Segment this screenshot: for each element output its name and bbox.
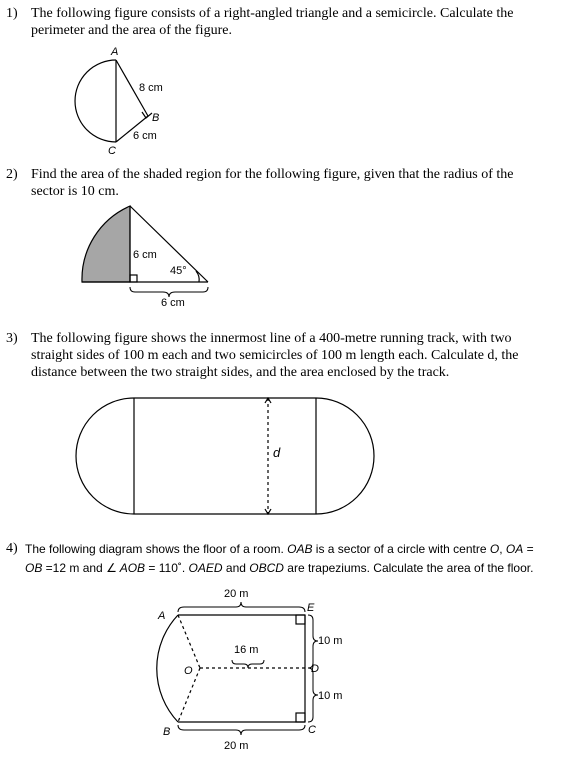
text-run: O [489, 542, 500, 556]
label-10m-upper: 10 m [318, 635, 343, 647]
question-line: perimeter and the area of the figure. [31, 23, 232, 38]
right-upper-brace [308, 615, 318, 668]
question-line: sector is 10 cm. [31, 184, 119, 199]
figure-3 [76, 398, 374, 514]
label-6cm-base: 6 cm [161, 297, 185, 309]
text-run: are trapeziums. Calculate the area of the floor. [283, 561, 534, 575]
right-angle-marker-C [296, 713, 305, 722]
right-angle-marker-E [296, 615, 305, 624]
label-A: A [158, 610, 166, 622]
text-run: OBCD [249, 561, 284, 575]
label-20m-top: 20 m [224, 588, 249, 600]
arrow-bottom [265, 509, 271, 514]
base-brace [130, 287, 208, 297]
track-outline [76, 398, 374, 514]
label-8cm: 8 cm [139, 82, 163, 94]
label-C: C [108, 145, 116, 157]
text-run: OA [505, 542, 524, 556]
question-line: Find the area of the shaded region for the following figure, given that the radius of the [31, 167, 514, 182]
question-number: 1) [6, 6, 18, 21]
right-angle-marker [130, 275, 137, 282]
label-angle-45: 45° [170, 265, 187, 277]
text-run: is a sector of a circle with centre [312, 542, 490, 556]
sector-arc [157, 615, 178, 722]
label-10m-lower: 10 m [318, 690, 343, 702]
dashed-OA [178, 615, 200, 668]
label-B: B [152, 112, 160, 124]
triangle-hypotenuse [130, 206, 208, 282]
middle-brace [232, 660, 264, 668]
question-number: 4) [6, 541, 18, 556]
figure-4 [157, 602, 318, 735]
text-run: OB [25, 561, 43, 575]
text-run: OAED [188, 561, 223, 575]
question-number: 2) [6, 167, 18, 182]
top-brace [178, 602, 305, 612]
bottom-brace [178, 725, 305, 735]
label-B: B [163, 726, 171, 738]
dashed-lines [178, 615, 305, 722]
text-run: = [523, 542, 534, 556]
question-line: straight sides of 100 m each and two semicircles of 100 m length each. Calculate d, the [31, 348, 519, 363]
text-run: = 110˚. [145, 561, 189, 575]
text-run: The following diagram shows the floor of a room. [25, 542, 288, 556]
text-run: OAB [287, 542, 313, 556]
question-line: distance between the two straight sides, and the area enclosed by the track. [31, 365, 450, 380]
label-6cm-vertical: 6 cm [133, 249, 157, 261]
shaded-region [82, 206, 130, 282]
label-A: A [111, 46, 119, 58]
text-run: and [222, 561, 250, 575]
label-E: E [307, 602, 315, 614]
question-line: The following figure shows the innermost line of a 400-metre running track, with two [31, 331, 512, 346]
label-d: d [273, 445, 281, 460]
label-6cm: 6 cm [133, 130, 157, 142]
label-D: D [311, 663, 319, 675]
label-C: C [308, 724, 316, 736]
question-line: The following figure consists of a right-angled triangle and a semicircle. Calculate the [31, 6, 514, 21]
label-O: O [184, 665, 193, 677]
text-run: ∠ AOB [106, 561, 146, 575]
text-run: , [499, 542, 506, 556]
right-lower-brace [308, 668, 318, 722]
text-run: =12 m and [42, 561, 107, 575]
label-20m-bottom: 20 m [224, 740, 249, 752]
label-16m: 16 m [234, 644, 259, 656]
question-number: 3) [6, 331, 18, 346]
semicircle-arc [75, 60, 116, 142]
